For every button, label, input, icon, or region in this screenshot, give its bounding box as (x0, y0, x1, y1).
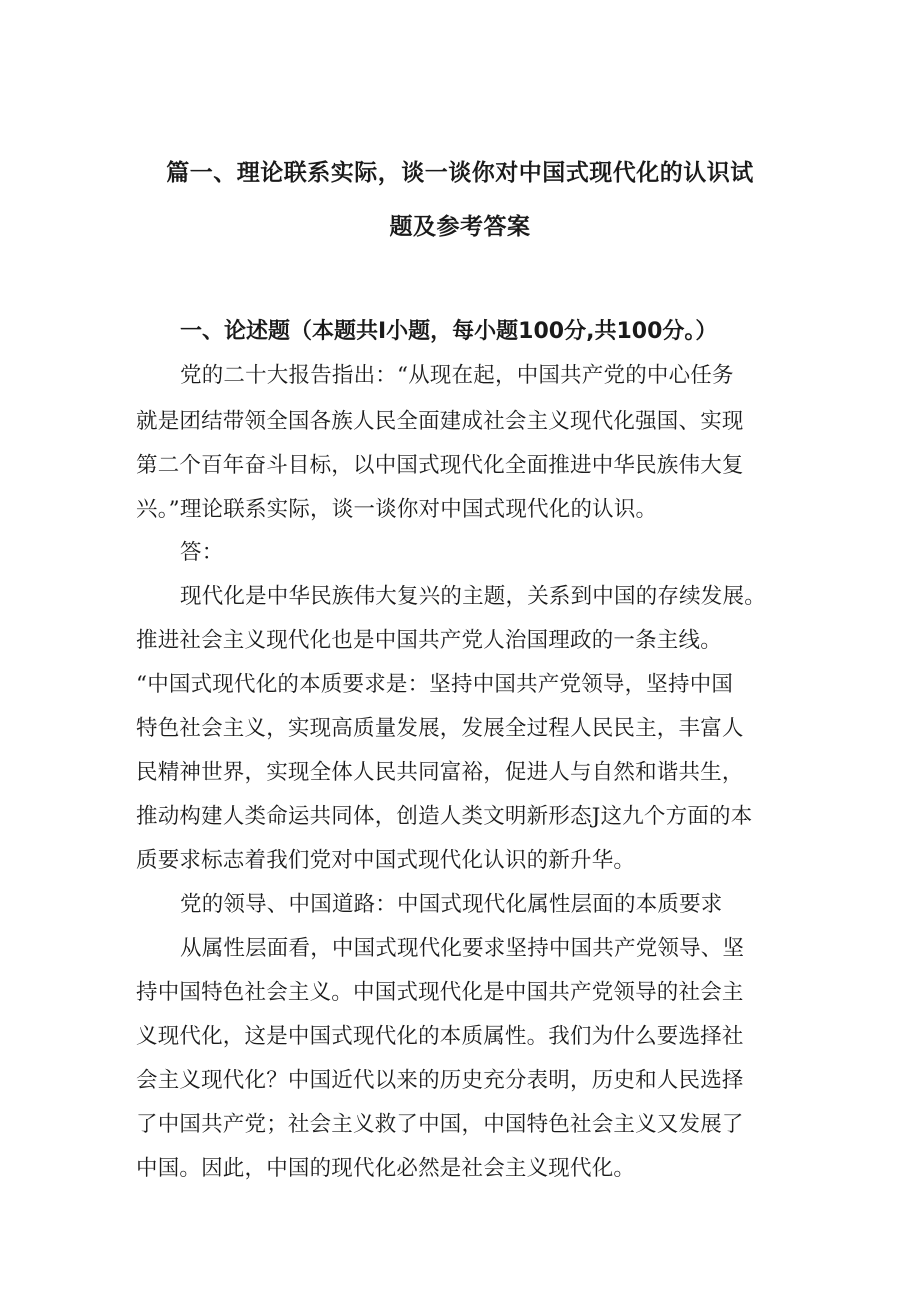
paragraph-line: 第二个百年奋斗目标，以中国式现代化全面推进中华民族伟大复 (136, 453, 744, 478)
subheading-line: 党的领导、中国道路：中国式现代化属性层面的本质要求 (180, 892, 723, 917)
paragraph-line: 推动构建人类命运共同体，创造人类文明新形态J这九个方面的本 (136, 804, 753, 829)
paragraph-line: 就是团结带领全国各族人民全面建成社会主义现代化强国、实现 (136, 409, 744, 434)
document-title-line-1: 篇一、理论联系实际，谈一谈你对中国式现代化的认识试 (166, 160, 754, 186)
answer-label: 答： (180, 540, 224, 565)
paragraph-line: 中国。因此，中国的现代化必然是社会主义现代化。 (136, 1156, 636, 1181)
section-heading: 一、论述题（本题共I小题，每小题100分,共100分。） (180, 319, 718, 344)
paragraph-line: 民精神世界，实现全体人民共同富裕，促进人与自然和谐共生， (136, 760, 744, 785)
paragraph-line: 持中国特色社会主义。中国式现代化是中国共产党领导的社会主 (136, 980, 744, 1005)
paragraph-line: 现代化是中华民族伟大复兴的主题，关系到中国的存续发展。 (180, 584, 766, 609)
paragraph-line: 会主义现代化？中国近代以来的历史充分表明，历史和人民选择 (136, 1068, 744, 1093)
paragraph-line: 了中国共产党；社会主义救了中国，中国特色社会主义又发展了 (136, 1112, 744, 1137)
paragraph-line: 特色社会主义，实现高质量发展，发展全过程人民民主，丰富人 (136, 716, 744, 741)
paragraph-line: 从属性层面看，中国式现代化要求坚持中国共产党领导、坚 (180, 936, 745, 961)
paragraph-line: 党的二十大报告指出：“从现在起，中国共产党的中心任务 (180, 363, 734, 388)
document-title-line-2: 题及参考答案 (389, 214, 531, 240)
paragraph-line: “中国式现代化的本质要求是：坚持中国共产党领导，坚持中国 (136, 672, 734, 697)
paragraph-line: 质要求标志着我们党对中国式现代化认识的新升华。 (136, 848, 636, 873)
paragraph-line: 推进社会主义现代化也是中国共产党人治国理政的一条主线。 (136, 628, 722, 653)
paragraph-line: 义现代化，这是中国式现代化的本质属性。我们为什么要选择社 (136, 1024, 744, 1049)
paragraph-line: 兴。”理论联系实际，谈一谈你对中国式现代化的认识。 (136, 497, 658, 522)
